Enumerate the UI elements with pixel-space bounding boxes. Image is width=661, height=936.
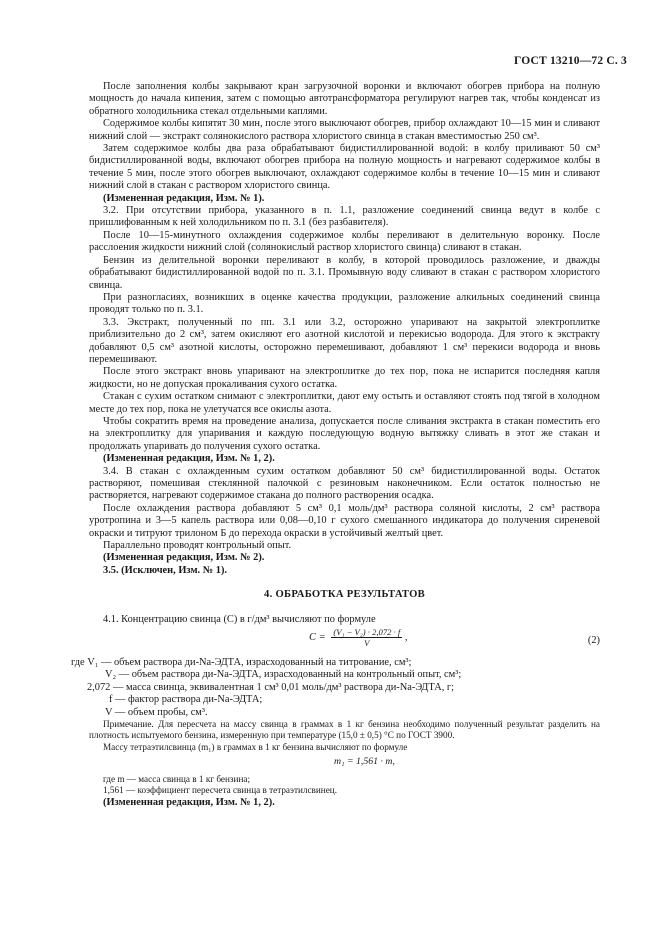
- paragraph: После этого экстракт вновь упаривают на электроплитке до тех пор, пока не испарится последняя капля жидкости, но не допуская прокаливания сухого остатка.: [89, 366, 600, 390]
- formula-denominator: V: [364, 638, 370, 649]
- equation-number: (2): [587, 635, 600, 647]
- paragraph: Бензин из делительной воронки переливают в колбу, в которой проводилось разложение, и дважды обрабатывают бидистиллированной водой по п. 3.1. Промывную воду сливают в стакан с раствором хлористого свинца.: [89, 254, 600, 291]
- edit-note: (Измененная редакция, Изм. № 2).: [103, 552, 265, 564]
- paragraph: Чтобы сократить время на проведение анализа, допускается после сливания экстракта в стакан поместить его на электроплитку для упаривания и каждую последующую водную вытяжку сливать в этот же стакан и продолжать упаривать до получения сухого остатка.: [89, 415, 600, 452]
- variable-definitions: [71, 657, 600, 719]
- paragraph: 3.4. В стакан с охлажденным сухим остатком добавляют 50 см³ бидистиллированной воды. Остаток растворяют, помешивая стеклянной палочкой с резиновым наконечником. Если остаток полностью не растворяется, нагревают содержимое стакана до полного растворения осадка.: [89, 465, 600, 502]
- formula: [309, 627, 408, 648]
- formula-tail: ,: [404, 631, 408, 643]
- formula-fraction: [331, 627, 402, 648]
- formula-lhs: C =: [309, 631, 326, 643]
- paragraph: После 10—15-минутного охлаждения содержимое колбы переливают в делительную воронку. После расслоения жидкости нижний слой (солянокислый раствор хлористого свинца) сливают в стакан.: [89, 229, 600, 254]
- paragraph: Параллельно проводят контрольный опыт.: [103, 540, 292, 552]
- definition-line: 2,072 — масса свинца, эквивалентная 1 см³ 0,01 моль/дм³ раствора ди-Na-ЭДТА, г;: [87, 681, 455, 693]
- paragraph: Содержимое колбы кипятят 30 мин, после этого выключают обогрев, прибор охлаждают 10—15 мин и сливают нижний слой — экстракт солянокислого раствора хлористого свинца в стакан вместимостью 250 см³.: [89, 118, 600, 142]
- formula-numerator: (V₁ − V₂) · 2,072 · f: [333, 627, 401, 638]
- definition-line: где m — масса свинца в 1 кг бензина;: [103, 774, 250, 785]
- paragraph: 4.1. Концентрацию свинца (C) в г/дм³ вычисляют по формуле: [103, 613, 376, 625]
- paragraph: После охлаждения раствора добавляют 5 см³ 0,1 моль/дм³ раствора соляной кислоты, 2 см³ раствора уротропина и 3—5 капель раствора или 0,08—0,10 г сухого смешанного индикатора до получения сиреневой окраски и титруют трилоном Б до перехода окраски в устойчивый желтый цвет.: [89, 502, 600, 539]
- formula-tel: m₁ = 1,561 · m,: [334, 755, 395, 767]
- edit-note: (Измененная редакция, Изм. № 1, 2).: [103, 453, 275, 465]
- paragraph: Массу тетраэтилсвинца (m₁) в граммах в 1 кг бензина вычисляют по формуле: [103, 741, 408, 752]
- paragraph: Стакан с сухим остатком снимают с электроплитки, дают ему остыть и оставляют стоять под тягой в холодном месте до тех пор, пока не улетучатся все окислы азота.: [89, 391, 600, 415]
- paragraph: 3.3. Экстракт, полученный по пп. 3.1 или 3.2, осторожно упаривают на закрытой электроплитке приблизительно до 2 см³, затем окисляют его азотной кислотой и перекисью водорода. Для этого к экстракту добавляют 0,5 см³ азотной кислоты, осторожно перемешивают, добавляют 1 см³ перекиси водорода и вновь перемешивают.: [89, 316, 600, 365]
- formula-block: [89, 627, 600, 653]
- definition-line: f — фактор раствора ди-Na-ЭДТА;: [109, 694, 263, 706]
- edit-note: (Измененная редакция, Изм. № 1, 2).: [103, 796, 275, 808]
- definition-line: 1,561 — коэффициент пересчета свинца в тетраэтилсвинец.: [103, 785, 338, 796]
- definition-line: V — объем пробы, см³.: [105, 706, 208, 718]
- definition-line: где V₁ — объем раствора ди-Na-ЭДТА, израсходованный на титрование, см³;: [71, 657, 412, 669]
- page-header: ГОСТ 13210—72 С. 3: [514, 55, 627, 67]
- edit-note: (Измененная редакция, Изм. № 1).: [103, 192, 265, 204]
- document-body: [71, 81, 600, 809]
- paragraph: При разногласиях, возникших в оценке качества продукции, разложение алкильных соединений свинца проводят только по п. 3.1.: [89, 291, 600, 316]
- paragraph: 3.2. При отсутствии прибора, указанного в п. 1.1, разложение соединений свинца ведут в колбе с пришлифованным к ней холодильником по п. 3.1 (без разбавителя).: [89, 205, 600, 229]
- paragraph: После заполнения колбы закрывают кран загрузочной воронки и включают обогрев прибора на полную мощность до начала кипения, затем с помощью автотрансформатора регулируют нагрев так, чтобы конденсат из обратного холодильника стекал отдельными каплями.: [89, 81, 600, 117]
- definition-line: V₂ — объем раствора ди-Na-ЭДТА, израсходованный на контрольный опыт, см³;: [105, 669, 462, 681]
- note: Примечание. Для пересчета на массу свинца в граммах в 1 кг бензина необходимо полученный результат разделить на плотность испытуемого бензина, измеренную при температуре (15,0 ± 0,5) °С по ГОСТ 3900.: [89, 719, 600, 741]
- excluded-note: 3.5. (Исключен, Изм. № 1).: [103, 564, 228, 576]
- paragraph: Затем содержимое колбы два раза обрабатывают бидистиллированной водой: в колбу приливают 50 см³ бидистиллированной воды, включают обогрев прибора на полную мощность и нагревают содержимое колбы в течение 5 мин, после этого обогрев выключают, охлаждают содержимое колбы в течение 10—15 мин и сливают нижний слой в стакан с раствором хлористого свинца.: [89, 143, 600, 192]
- section-title: 4. ОБРАБОТКА РЕЗУЛЬТАТОВ: [264, 589, 425, 601]
